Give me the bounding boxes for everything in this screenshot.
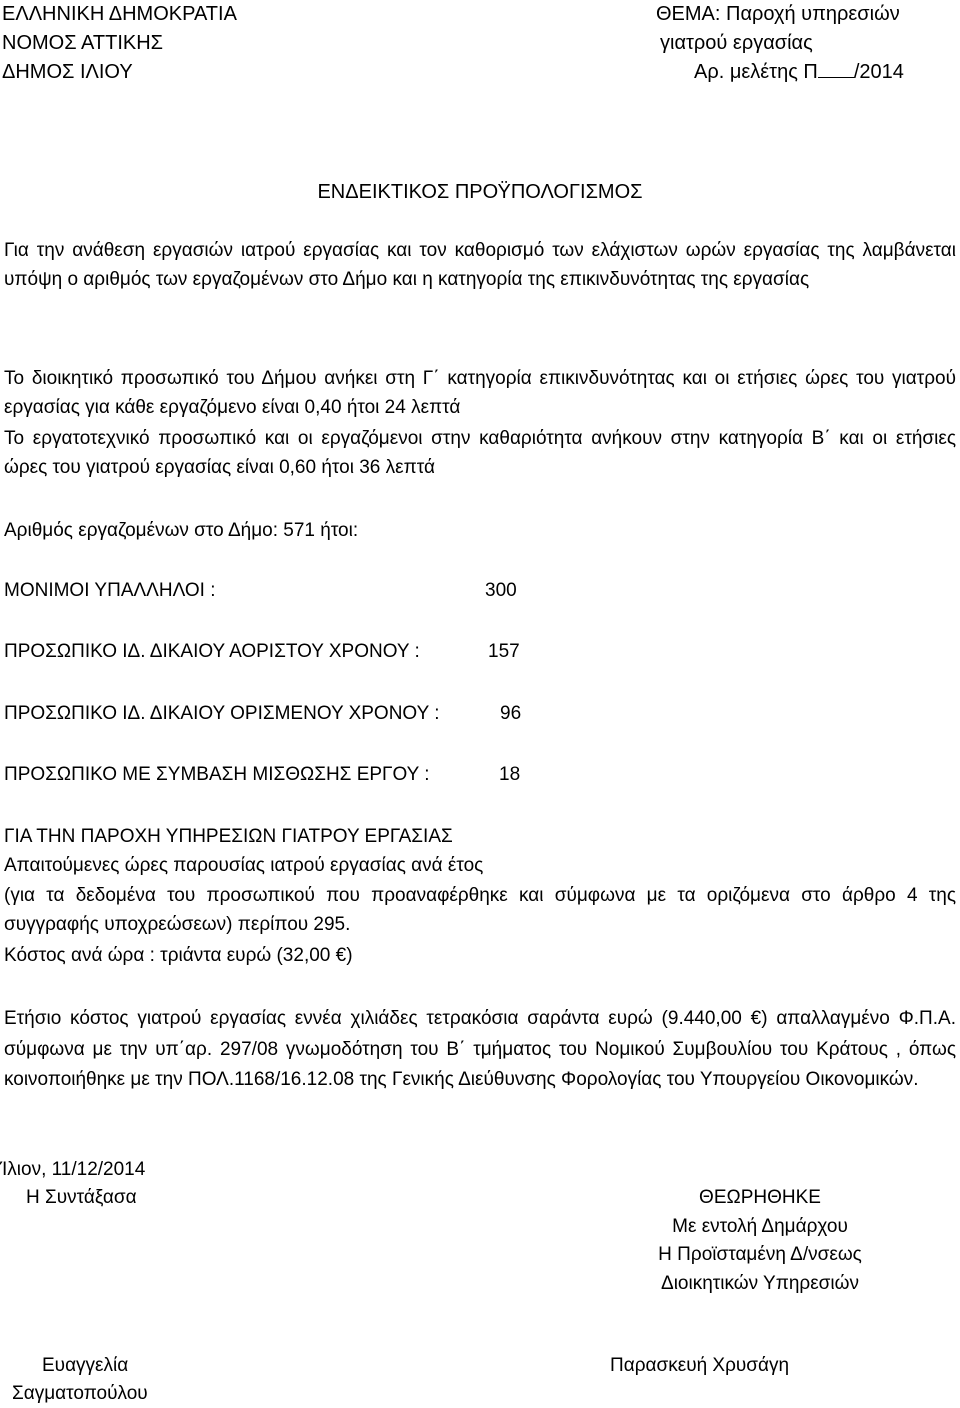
composer-name-line-1: Ευαγγελία — [42, 1355, 129, 1376]
study-number — [600, 58, 956, 87]
staff-contract-label: ΠΡΟΣΩΠΙΚΟ ΜΕ ΣΥΜΒΑΣΗ ΜΙΣΘΩΣΗΣ ΕΡΓΟΥ : — [4, 764, 430, 785]
staff-fixed-term-value: 96 — [500, 703, 522, 724]
approval-block — [560, 1184, 960, 1298]
hours-details: (για τα δεδομένα του προσωπικού που προαναφέρθηκε και σύμφωνα με τα οριζόμενα στο άρθρο 4 της συγγραφής υποχρεώσεων) περίπου 295. — [4, 885, 956, 936]
approval-line-4: Διοικητικών Υπηρεσιών — [661, 1272, 859, 1294]
approval-line-3: Η Προϊσταμένη Δ/νσεως — [658, 1244, 862, 1265]
category-b-paragraph: Το εργατοτεχνικό προσωπικό και οι εργαζόμενοι στην καθαριότητα ανήκουν στην κατηγορία Β΄ και οι ετήσιες ώρες του γιατρού εργασίας είναι 0,60 ήτοι 36 λεπτά — [4, 428, 956, 479]
subject-line-2: γιατρού εργασίας — [660, 32, 813, 54]
service-heading: ΓΙΑ ΤΗΝ ΠΑΡΟΧΗ ΥΠΗΡΕΣΙΩΝ ΓΙΑΤΡΟΥ ΕΡΓΑΣΙΑΣ — [4, 826, 453, 847]
subject-line-1: ΘΕΜΑ: Παροχή υπηρεσιών — [656, 3, 900, 25]
study-number-prefix: Αρ. μελέτης Π — [694, 61, 818, 83]
subject-block — [600, 0, 956, 87]
required-hours: Απαιτούμενες ώρες παρουσίας ιατρού εργασίας ανά έτος — [4, 855, 484, 876]
staff-permanent-value: 300 — [485, 580, 517, 601]
staff-fixed-term-label: ΠΡΟΣΩΠΙΚΟ ΙΔ. ΔΙΚΑΙΟΥ ΟΡΙΣΜΕΝΟΥ ΧΡΟΝΟΥ : — [4, 703, 440, 724]
intro-paragraph: Για την ανάθεση εργασιών ιατρού εργασίας και τον καθορισμό των ελάχιστων ωρών εργασίας της λαμβάνεται υπόψη ο αριθμός των εργαζομένων στο Δήμο και η κατηγορία της επικινδυνότητας της εργασίας — [4, 240, 956, 291]
staff-permanent-label: ΜΟΝΙΜΟΙ ΥΠΑΛΛΗΛΟΙ : — [4, 580, 216, 601]
staff-contract-value: 18 — [499, 764, 521, 785]
study-number-suffix: /2014 — [853, 61, 904, 83]
staff-indefinite-label: ΠΡΟΣΩΠΙΚΟ ΙΔ. ΔΙΚΑΙΟΥ ΑΟΡΙΣΤΟΥ ΧΡΟΝΟΥ : — [4, 641, 420, 662]
composer-name-line-2: Σαγματοπούλου — [12, 1383, 148, 1404]
cost-per-hour: Κόστος ανά ώρα : τριάντα ευρώ (32,00 €) — [4, 945, 353, 966]
annual-cost-paragraph: Ετήσιο κόστος γιατρού εργασίας εννέα χιλιάδες τετρακόσια σαράντα ευρώ (9.440,00 €) απαλλαγμένο Φ.Π.Α. σύμφωνα με την υπ΄αρ. 297/08 γνωμοδότηση του Β΄ τμήματος του Νομικού Συμβουλίου του Κράτους , όπως κοινοποιήθηκε με την ΠΟΛ.1168/16.12.08 της Γενικής Διεύθυνσης Φορολογίας του Υπουργείου Οικονομικών. — [4, 1008, 956, 1090]
date-place: Ίλιον, 11/12/2014 — [0, 1159, 146, 1180]
approval-line-1: ΘΕΩΡΗΘΗΚΕ — [699, 1187, 821, 1208]
document-title: ΕΝΔΕΙΚΤΙΚΟΣ ΠΡΟΫΠΟΛΟΓΙΣΜΟΣ — [317, 181, 643, 203]
issuer-country: ΕΛΛΗΝΙΚΗ ΔΗΜΟΚΡΑΤΙΑ — [2, 3, 237, 25]
issuer-prefecture: ΝΟΜΟΣ ΑΤΤΙΚΗΣ — [2, 32, 164, 54]
employees-total: Αριθμός εργαζομένων στο Δήμο: 571 ήτοι: — [4, 520, 359, 541]
composer-role: Η Συντάξασα — [26, 1187, 137, 1208]
approver-name: Παρασκευή Χρυσάγη — [610, 1355, 790, 1376]
study-number-blank — [818, 59, 854, 78]
issuer-block — [2, 0, 237, 87]
issuer-municipality: ΔΗΜΟΣ ΙΛΙΟΥ — [2, 61, 133, 83]
category-g-paragraph: Το διοικητικό προσωπικό του Δήμου ανήκει στη Γ΄ κατηγορία επικινδυνότητας και οι ετήσιες ώρες του γιατρού εργασίας για κάθε εργαζόμενο είναι 0,40 ήτοι 24 λεπτά — [4, 368, 956, 419]
approval-line-2: Με εντολή Δημάρχου — [672, 1215, 848, 1237]
staff-indefinite-value: 157 — [488, 641, 520, 662]
